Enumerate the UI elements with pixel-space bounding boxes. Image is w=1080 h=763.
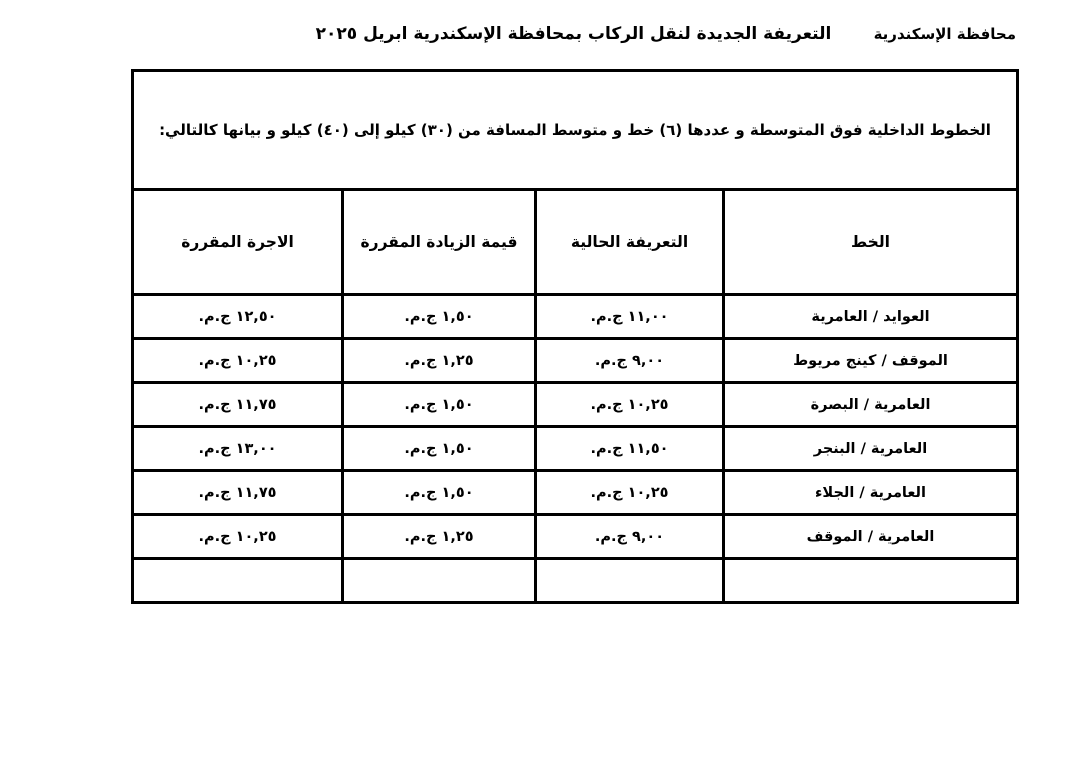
col-header-current-tariff: التعريفة الحالية: [536, 190, 724, 295]
table-header-row: [133, 190, 1018, 295]
table-row: [133, 339, 1018, 383]
governorate-label: محافظة الإسكندرية: [873, 25, 1016, 43]
fare-cell: ١٢,٥٠ ج.م.: [133, 295, 343, 339]
page-header: [131, 22, 1016, 50]
fare-cell: ١٠,٢٥ ج.م.: [133, 339, 343, 383]
line-cell: العامرية / الموقف: [724, 515, 1018, 559]
current-tariff-cell: [536, 559, 724, 603]
increase-cell: ١,٥٠ ج.م.: [343, 383, 536, 427]
col-header-increase: قيمة الزيادة المقررة: [343, 190, 536, 295]
current-tariff-cell: ١٠,٢٥ ج.م.: [536, 471, 724, 515]
table-caption: الخطوط الداخلية فوق المتوسطة و عددها (٦) خط و متوسط المسافة من (٣٠) كيلو إلى (٤٠) كيلو و بيانها كالتالي:: [133, 71, 1018, 190]
table-row: [133, 471, 1018, 515]
col-header-line: الخط: [724, 190, 1018, 295]
tariff-table: [131, 69, 1019, 604]
line-cell: العامرية / الجلاء: [724, 471, 1018, 515]
line-cell: العامرية / البصرة: [724, 383, 1018, 427]
fare-cell: ١٣,٠٠ ج.م.: [133, 427, 343, 471]
increase-cell: [343, 559, 536, 603]
current-tariff-cell: ٩,٠٠ ج.م.: [536, 339, 724, 383]
fare-cell: ١١,٧٥ ج.م.: [133, 471, 343, 515]
increase-cell: ١,٥٠ ج.م.: [343, 295, 536, 339]
current-tariff-cell: ١١,٥٠ ج.م.: [536, 427, 724, 471]
table-row: [133, 295, 1018, 339]
col-header-fare: الاجرة المقررة: [133, 190, 343, 295]
fare-cell: [133, 559, 343, 603]
page-title: التعريفة الجديدة لنقل الركاب بمحافظة الإسكندرية ابريل ٢٠٢٥: [315, 24, 832, 44]
line-cell: الموقف / كينج مريوط: [724, 339, 1018, 383]
table-row: [133, 515, 1018, 559]
table-row-empty: [133, 559, 1018, 603]
increase-cell: ١,٢٥ ج.م.: [343, 515, 536, 559]
line-cell: [724, 559, 1018, 603]
line-cell: العوايد / العامرية: [724, 295, 1018, 339]
increase-cell: ١,٥٠ ج.م.: [343, 427, 536, 471]
table-row: [133, 383, 1018, 427]
current-tariff-cell: ١٠,٢٥ ج.م.: [536, 383, 724, 427]
increase-cell: ١,٥٠ ج.م.: [343, 471, 536, 515]
fare-cell: ١٠,٢٥ ج.م.: [133, 515, 343, 559]
fare-cell: ١١,٧٥ ج.م.: [133, 383, 343, 427]
current-tariff-cell: ١١,٠٠ ج.م.: [536, 295, 724, 339]
table-caption-row: [133, 71, 1018, 190]
table-row: [133, 427, 1018, 471]
current-tariff-cell: ٩,٠٠ ج.م.: [536, 515, 724, 559]
increase-cell: ١,٢٥ ج.م.: [343, 339, 536, 383]
line-cell: العامرية / البنجر: [724, 427, 1018, 471]
